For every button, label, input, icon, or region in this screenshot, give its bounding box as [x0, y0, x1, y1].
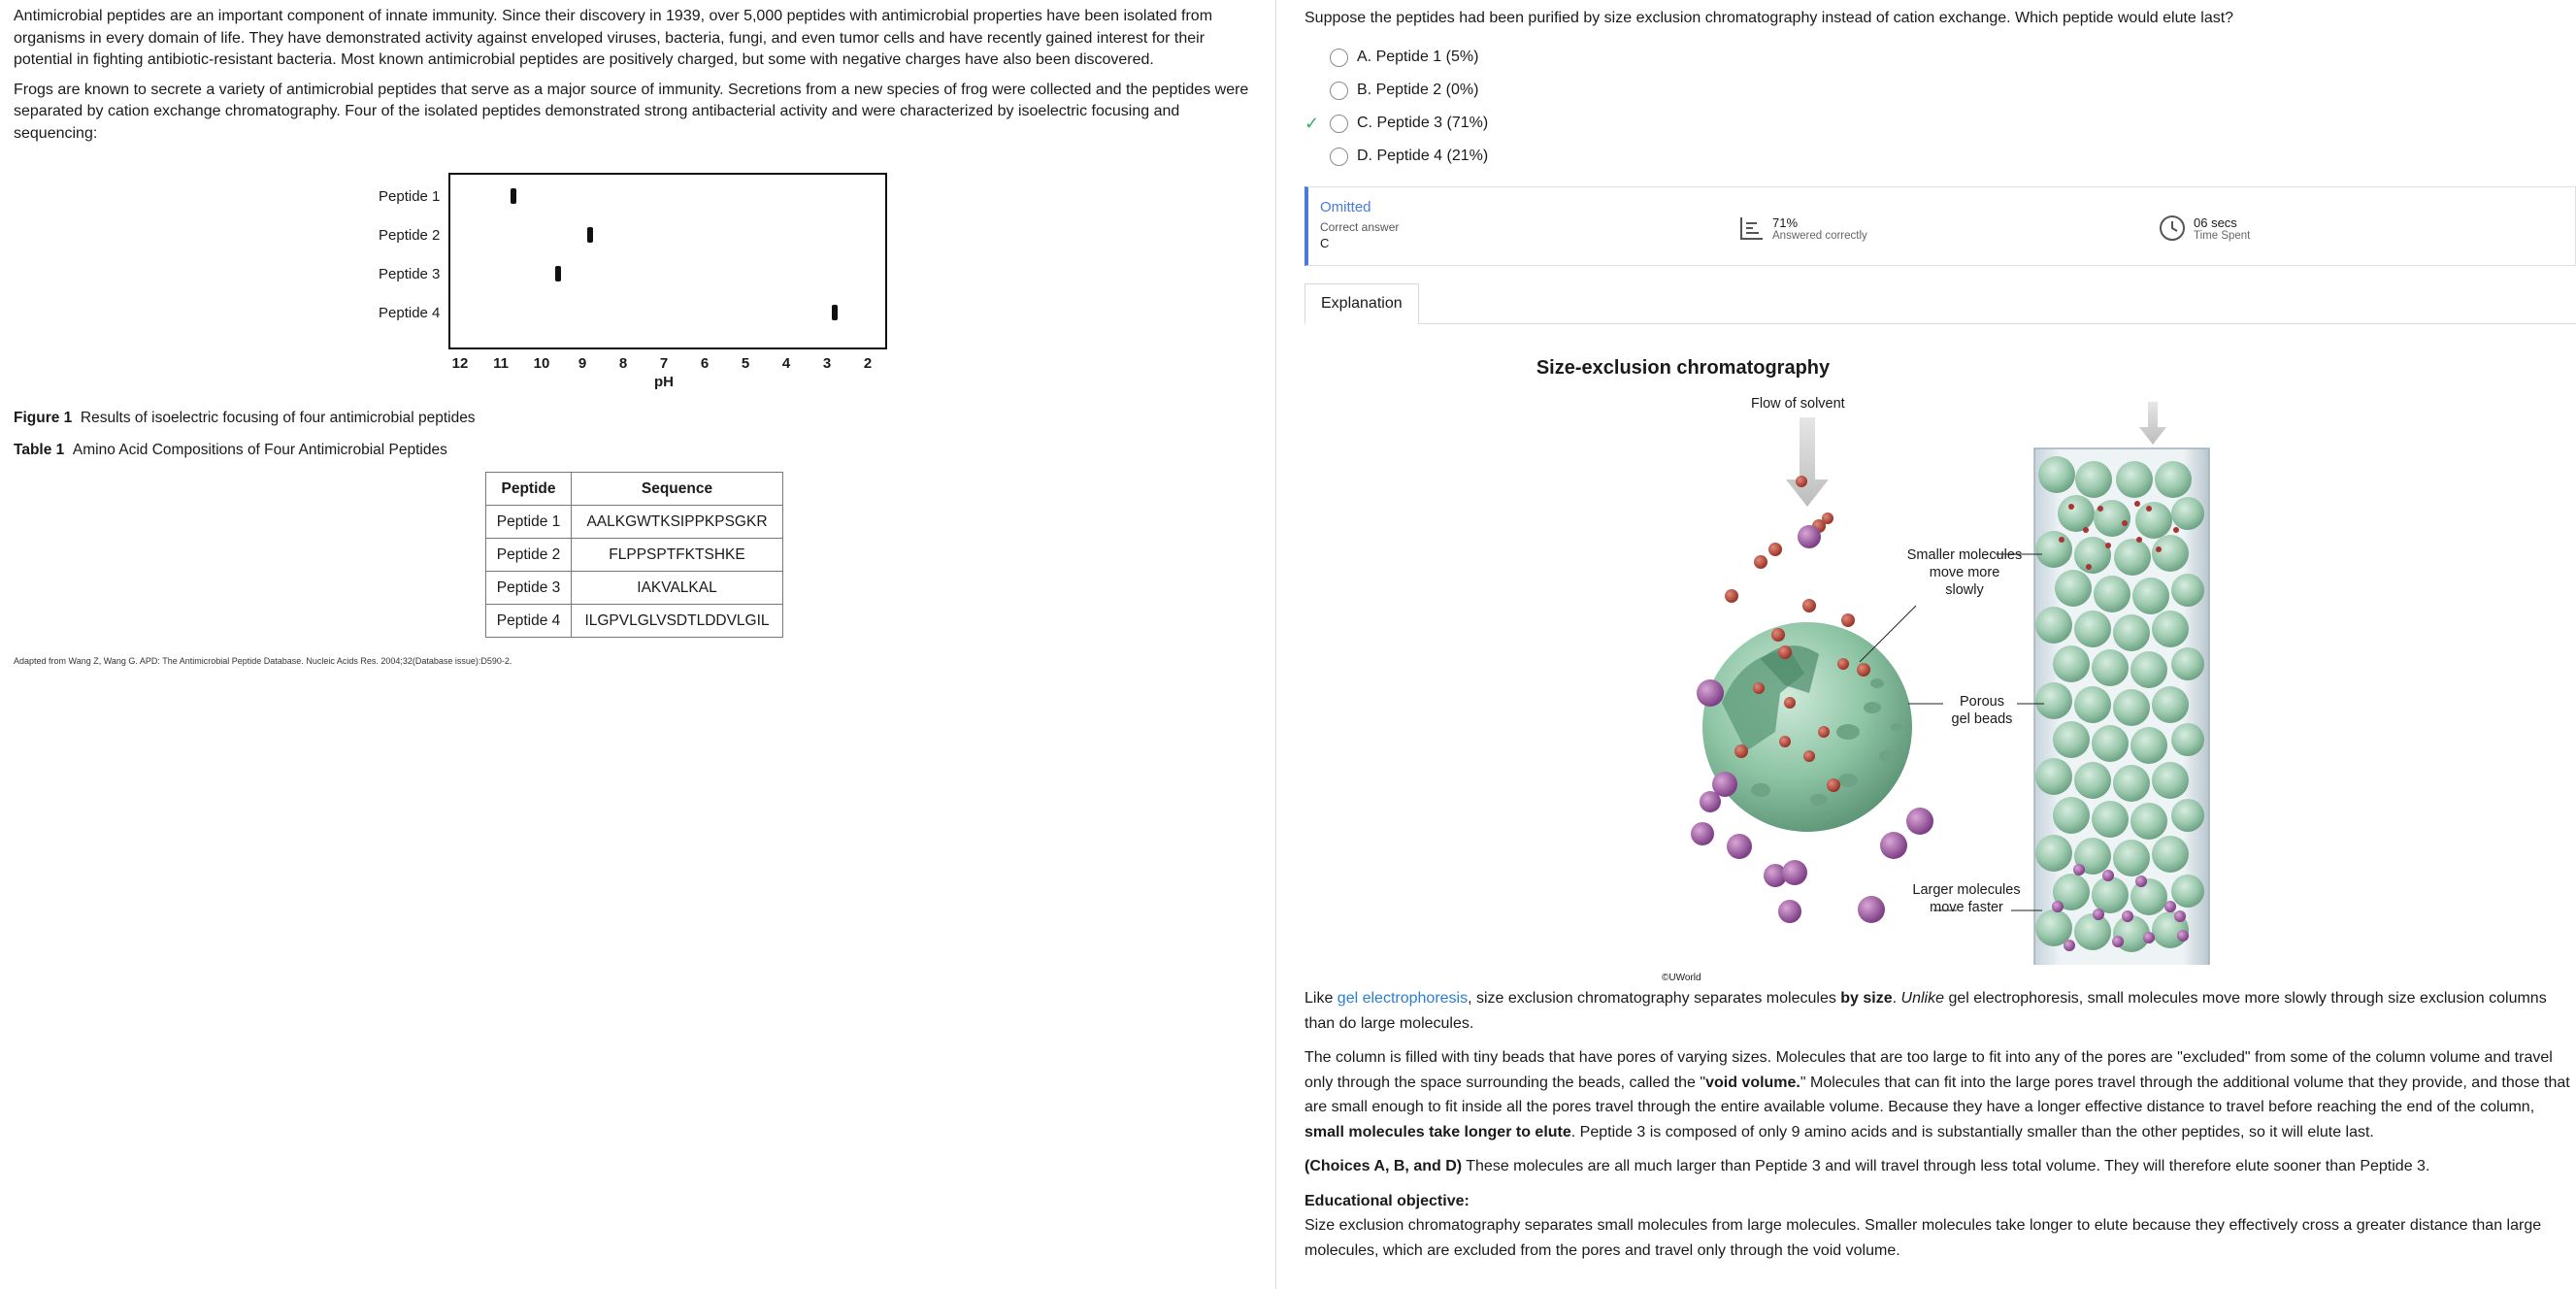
larger-molecules-label	[1899, 881, 2034, 916]
radio-button[interactable]	[1330, 82, 1348, 100]
tab-explanation[interactable]: Explanation	[1305, 283, 1419, 324]
explanation-paragraph-3	[1305, 1154, 2576, 1179]
question-panel	[1277, 0, 2576, 1289]
x-tick-label: 11	[493, 355, 509, 372]
answer-status-bar	[1305, 186, 2576, 266]
status-omitted: Omitted	[1320, 199, 1371, 215]
option-text: Peptide 1 (5%)	[1375, 49, 1479, 65]
italic-text: Unlike	[1900, 990, 1944, 1007]
table-caption	[14, 442, 447, 459]
explanation-body	[1305, 986, 2576, 1263]
porous-line-1: Porous	[1960, 694, 2004, 710]
table-header-sequence: Sequence	[572, 473, 783, 506]
small-line-1: Smaller molecules	[1906, 547, 2023, 563]
gel-electrophoresis-link[interactable]: gel electrophoresis	[1337, 990, 1469, 1007]
radio-button[interactable]	[1330, 115, 1348, 133]
time-value: 06 secs	[2194, 215, 2237, 230]
x-tick-label: 3	[822, 355, 832, 372]
text: Like	[1305, 990, 1338, 1007]
time-spent-stat	[2159, 215, 2250, 242]
bold-text: (Choices A, B, and D)	[1305, 1158, 1463, 1174]
table-label: Table 1	[14, 442, 65, 458]
text: , size exclusion chromatography separates molecules	[1468, 990, 1841, 1007]
y-category-label: Peptide 1	[379, 188, 441, 205]
x-tick-label: 9	[578, 355, 587, 372]
table-cell: Peptide 4	[486, 605, 572, 638]
text: .	[1892, 990, 1901, 1007]
option-letter: D.	[1357, 148, 1372, 164]
table-cell: ILGPVLGLVSDTLDDVLGIL	[572, 605, 783, 638]
table-cell: Peptide 2	[486, 539, 572, 572]
y-category-label: Peptide 4	[379, 305, 441, 321]
x-tick-label: 2	[863, 355, 873, 372]
table-row	[486, 605, 783, 638]
answer-options	[1305, 41, 2576, 173]
bold-text: Educational objective:	[1305, 1192, 1470, 1209]
smaller-molecules-label	[1887, 546, 2042, 599]
x-axis-title: pH	[654, 374, 674, 390]
option-letter: C.	[1357, 115, 1372, 131]
table-cell: AALKGWTKSIPPKPSGKR	[572, 506, 783, 539]
porous-line-2: gel beads	[1951, 711, 2013, 727]
objective-text: Size exclusion chromatography separates small molecules from large molecules. Smaller molecules take longer to elute because they effectively cross a greater distance than large molecules, which are excluded from the pores and travel only through the void volume.	[1305, 1217, 2542, 1259]
figure-caption-text: Results of isoelectric focusing of four antimicrobial peptides	[80, 410, 476, 426]
option-text: Peptide 2 (0%)	[1375, 82, 1479, 98]
answer-option-d[interactable]	[1305, 140, 2576, 173]
peptide-band	[555, 266, 561, 281]
table-cell: Peptide 1	[486, 506, 572, 539]
x-tick-label: 4	[781, 355, 791, 372]
text: " Molecules that can fit into the large pores travel through the additional volume that they provide, and those that are small enough to fit inside all the pores travel through the entire available volume. Because they have a longer effective distance to travel before reaching the end of the column,	[1305, 1074, 2570, 1115]
y-category-label: Peptide 3	[379, 266, 441, 282]
source-citation: Adapted from Wang Z, Wang G. APD: The Antimicrobial Peptide Database. Nucleic Acids Res. 2004;32(Database issue):D590-2.	[14, 656, 512, 666]
x-tick-label: 10	[533, 355, 550, 372]
small-line-2: move more	[1929, 565, 2000, 580]
answer-option-c[interactable]	[1305, 107, 2576, 140]
percent-value: 71%	[1772, 215, 1799, 230]
x-tick-label: 7	[659, 355, 669, 372]
x-tick-label: 6	[700, 355, 710, 372]
bar-chart-icon	[1737, 215, 1765, 242]
option-letter: A.	[1357, 49, 1372, 65]
x-tick-label: 12	[451, 355, 469, 372]
isoelectric-focusing-chart	[369, 171, 912, 394]
passage-panel	[0, 0, 1276, 1289]
explanation-tabbar	[1305, 283, 2576, 324]
text: gel electrophoresis, small molecules move more slowly through size exclusion columns than do large molecules.	[1305, 990, 2547, 1032]
bold-text: by size	[1840, 990, 1893, 1007]
option-text: Peptide 3 (71%)	[1376, 115, 1489, 131]
porous-beads-label	[1943, 693, 2021, 728]
table-header-row	[486, 473, 783, 506]
table-cell: FLPPSPTFKTSHKE	[572, 539, 783, 572]
size-exclusion-diagram	[1305, 324, 2576, 983]
table-cell: IAKVALKAL	[572, 572, 783, 605]
peptide-band	[511, 188, 516, 204]
figure-caption	[14, 410, 476, 427]
percent-label: Answered correctly	[1772, 229, 1867, 242]
time-label: Time Spent	[2194, 229, 2251, 242]
diagram-title: Size-exclusion chromatography	[1536, 357, 1831, 379]
x-tick-label: 8	[618, 355, 628, 372]
table-row	[486, 572, 783, 605]
x-tick-label: 5	[741, 355, 750, 372]
flow-label: Flow of solvent	[1751, 396, 1845, 412]
text: These molecules are all much larger than Peptide 3 and will travel through less total volume. They will therefore elute sooner than Peptide 3.	[1462, 1158, 2430, 1174]
sequence-table	[485, 472, 783, 638]
table-caption-text: Amino Acid Compositions of Four Antimicrobial Peptides	[72, 442, 447, 458]
table-cell: Peptide 3	[486, 572, 572, 605]
large-line-2: move faster	[1930, 900, 2003, 915]
correct-answer-label: Correct answer	[1320, 220, 1400, 234]
checkmark-icon: ✓	[1305, 114, 1320, 133]
correct-answer-value: C	[1320, 236, 1330, 250]
radio-button[interactable]	[1330, 148, 1348, 166]
bold-text: small molecules take longer to elute	[1305, 1123, 1571, 1140]
bold-text: void volume.	[1705, 1074, 1800, 1091]
table-row	[486, 539, 783, 572]
uworld-credit: ©UWorld	[1662, 973, 1701, 983]
option-letter: B.	[1357, 82, 1372, 98]
table-row	[486, 506, 783, 539]
table-header-peptide: Peptide	[486, 473, 572, 506]
large-line-1: Larger molecules	[1912, 882, 2021, 898]
passage-paragraph-1: Antimicrobial peptides are an important component of innate immunity. Since their discovery in 1939, over 5,000 peptides with antimicrobial properties have been isolated from organisms in every domain of life. They have demonstrated activity against enveloped viruses, bacteria, fungi, and even tumor cells and have recently gained interest for their potential in fighting antibiotic-resistant bacteria. Most known antimicrobial peptides are positively charged, but some with negative charges have also been discovered.	[14, 8, 1213, 68]
explanation-paragraph-2	[1305, 1045, 2576, 1144]
diagram-illustration	[1305, 324, 2576, 965]
text: The column is filled with tiny beads that have pores of varying sizes. Molecules that are too large to fit into any of the pores are "excluded" from some of the column volume and travel only through the space surrounding the beads, called the "	[1305, 1049, 2553, 1091]
radio-button[interactable]	[1330, 49, 1348, 67]
answer-option-b[interactable]	[1305, 74, 2576, 107]
explanation-paragraph-1	[1305, 986, 2576, 1036]
figure-label: Figure 1	[14, 410, 73, 426]
peptide-band	[587, 227, 593, 243]
question-stem: Suppose the peptides had been purified by size exclusion chromatography instead of cation exchange. Which peptide would elute last?	[1305, 10, 2234, 26]
objective-title	[1305, 1189, 2576, 1214]
small-line-3: slowly	[1945, 582, 1984, 598]
percent-correct-stat	[1737, 215, 1867, 242]
column-flow-arrow	[2139, 402, 2166, 445]
option-text: Peptide 4 (21%)	[1376, 148, 1489, 164]
y-category-label: Peptide 2	[379, 227, 441, 244]
answer-option-a[interactable]	[1305, 41, 2576, 74]
peptide-band	[832, 305, 838, 320]
text: . Peptide 3 is composed of only 9 amino acids and is substantially smaller than the other peptides, so it will elute last.	[1570, 1123, 2374, 1140]
passage-paragraph-2: Frogs are known to secrete a variety of antimicrobial peptides that serve as a major source of immunity. Secretions from a new species of frog were collected and the peptides were separated by cation exchange chromatography. Four of the isolated peptides demonstrated strong antibacterial activity and were characterized by isoelectric focusing and sequencing:	[14, 81, 1249, 142]
clock-icon	[2159, 215, 2186, 242]
solvent-flow-arrow	[1786, 417, 1829, 507]
